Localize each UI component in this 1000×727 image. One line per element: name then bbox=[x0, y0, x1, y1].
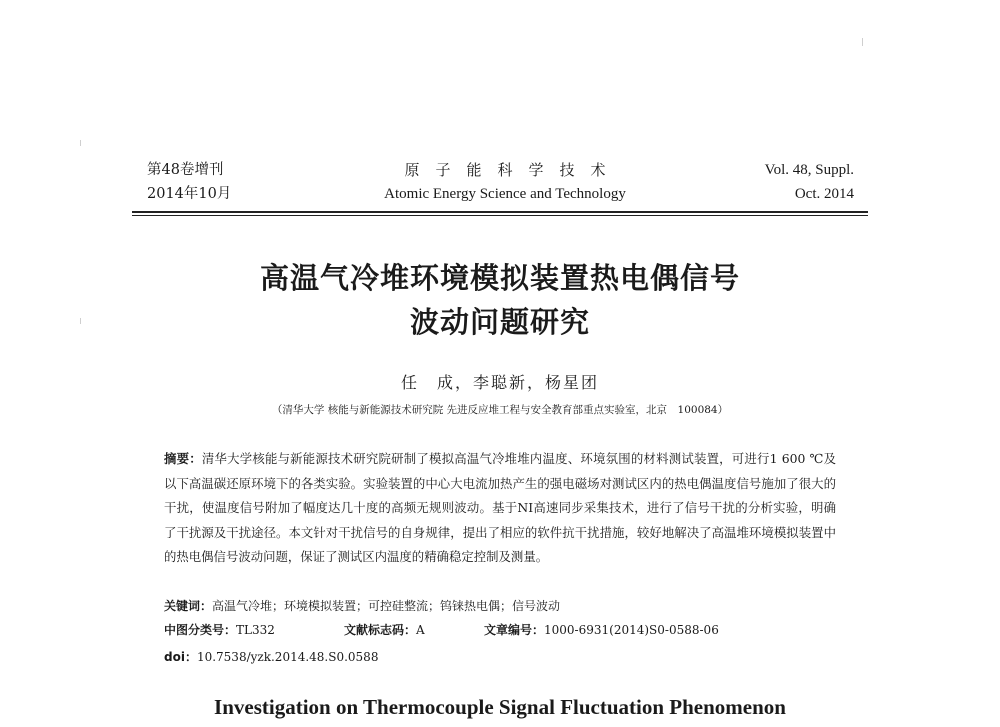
title-line-2: 波动问题研究 bbox=[409, 305, 590, 339]
header-left bbox=[147, 158, 231, 206]
abstract bbox=[164, 447, 836, 570]
english-title: Investigation on Thermocouple Signal Fluctuation Phenomenon bbox=[214, 695, 786, 719]
abstract-label: 摘要： bbox=[164, 451, 202, 466]
doi-label: doi： bbox=[164, 650, 197, 664]
keywords-text: 高温气冷堆；环境模拟装置；可控硅整流；钨铼热电偶；信号波动 bbox=[212, 599, 561, 613]
date-en: Oct. 2014 bbox=[794, 186, 854, 202]
header-center bbox=[340, 158, 670, 206]
date-cn: 2014年10月 bbox=[147, 186, 232, 202]
abstract-text: 清华大学核能与新能源技术研究院研制了模拟高温气冷堆堆内温度、环境氛围的材料测试装置，可进行1 600 ℃及以下高温碳还原环境下的各类实验。实验装置的中心大电流加热产生的强电磁场对测试区内的热电偶温度信号施加了很大的干扰，使温度信号附加了幅度达几十度的高频无规则波动。基于NI高速同步采集技术，进行了信号干扰的分析实验，明确了干扰源及干扰途径。本文针对干扰信号的自身规律，提出了相应的软件抗干扰措施，较好地解决了高温堆环境模拟装置中的热电偶信号波动问题，保证了测试区内温度的精确稳定控制及测量。 bbox=[164, 451, 836, 565]
header-rule-thin bbox=[132, 215, 868, 216]
scan-speck bbox=[80, 318, 81, 324]
article-no-label: 文章编号： bbox=[484, 623, 545, 637]
title-line-1: 高温气冷堆环境模拟装置热电偶信号 bbox=[259, 261, 740, 295]
clc-value: TL332 bbox=[236, 623, 275, 637]
header-right bbox=[765, 158, 854, 206]
affiliation: （清华大学 核能与新能源技术研究院 先进反应堆工程与安全教育部重点实验室，北京 100084） bbox=[271, 404, 729, 416]
doc-code-value: A bbox=[416, 623, 425, 637]
scan-speck bbox=[862, 38, 863, 46]
scan-speck bbox=[80, 140, 81, 146]
classification-row bbox=[164, 621, 864, 638]
article-no-value: 1000-6931(2014)S0-0588-06 bbox=[544, 623, 719, 637]
journal-name-en: Atomic Energy Science and Technology bbox=[384, 186, 626, 202]
volume-cn: 第48卷增刊 bbox=[147, 162, 224, 178]
doi-value: 10.7538/yzk.2014.48.S0.0588 bbox=[196, 650, 379, 664]
clc-label: 中图分类号： bbox=[164, 623, 237, 637]
authors: 任 成，李聪新，杨星团 bbox=[400, 373, 599, 392]
header-rule-thick bbox=[132, 211, 868, 213]
paper-title bbox=[100, 256, 900, 344]
volume-en: Vol. 48, Suppl. bbox=[764, 162, 854, 178]
doi bbox=[164, 648, 864, 665]
doc-code-label: 文献标志码： bbox=[344, 623, 417, 637]
keywords bbox=[164, 597, 864, 614]
journal-name-cn: 原子能科学技术 bbox=[404, 161, 622, 179]
keywords-label: 关键词： bbox=[164, 599, 213, 613]
